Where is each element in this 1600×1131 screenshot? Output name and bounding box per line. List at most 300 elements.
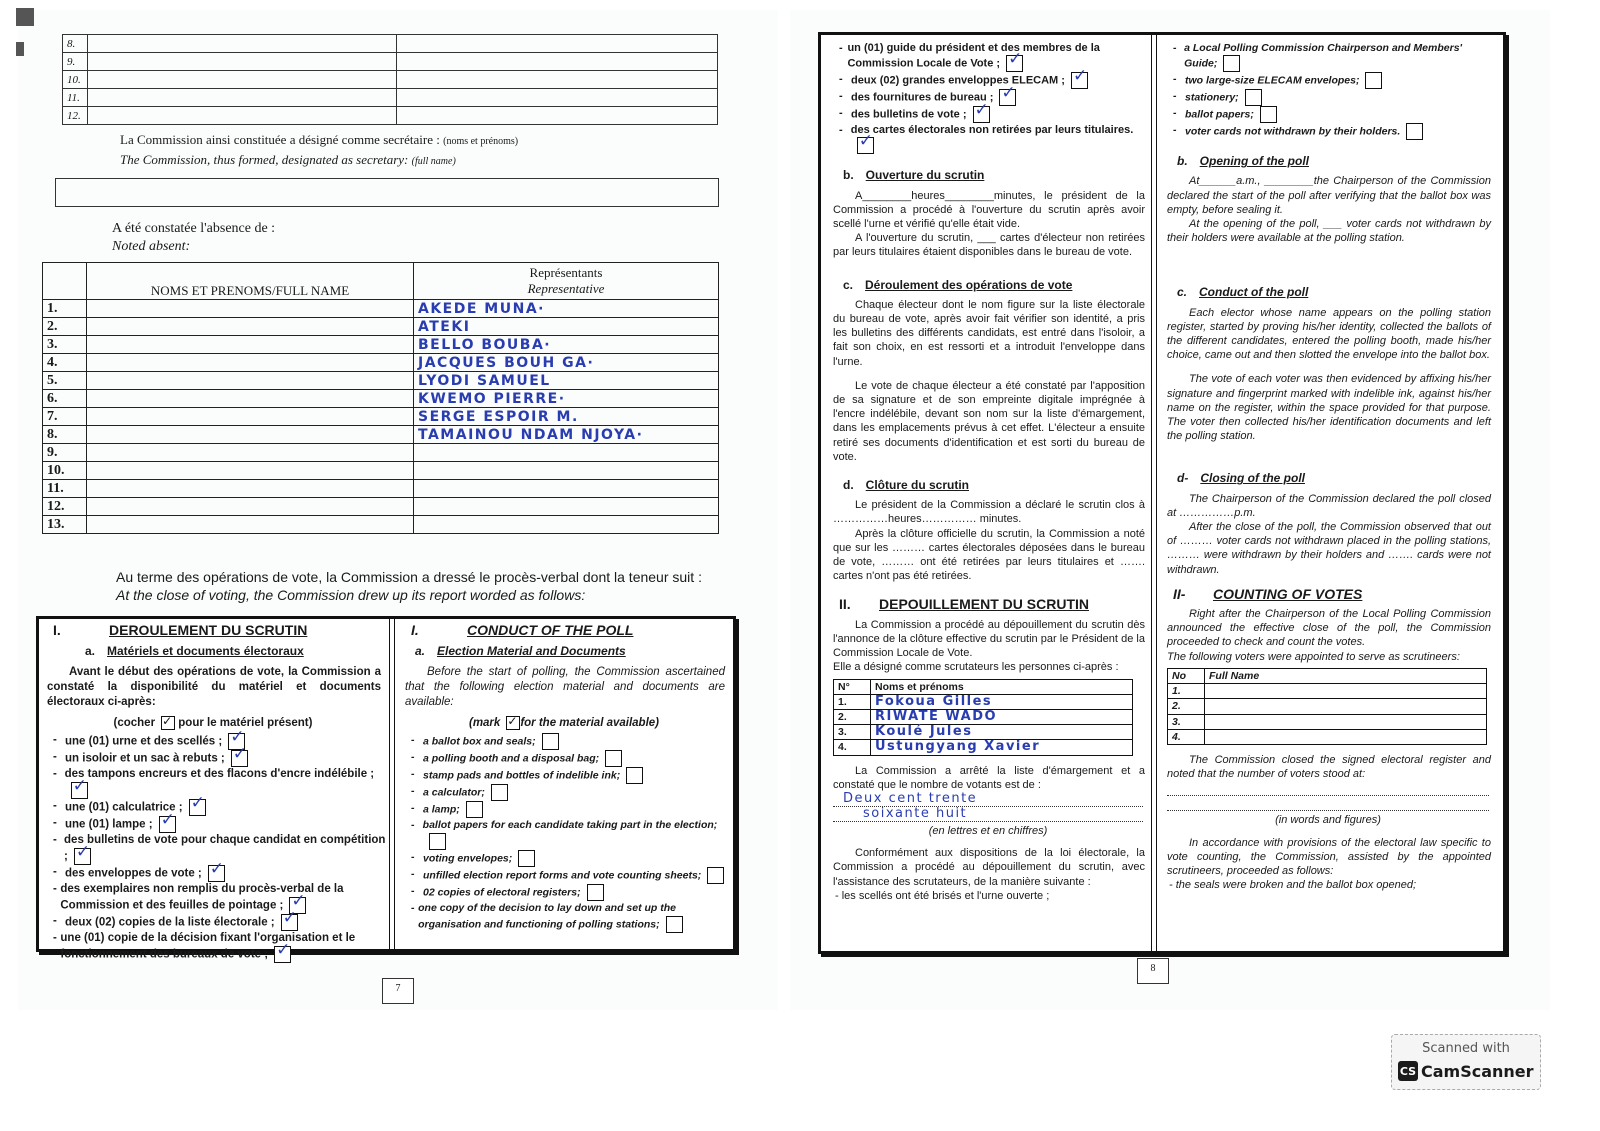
- material-item-content: [65, 767, 387, 799]
- subsection-letter: d.: [843, 478, 854, 493]
- scrutineer-name-cell[interactable]: Fokoua Gilles: [871, 694, 1133, 709]
- material-item-content: [1185, 106, 1277, 123]
- table-row: [63, 35, 718, 53]
- absent-name-cell[interactable]: [87, 516, 414, 534]
- material-item: [1173, 89, 1497, 106]
- table-row: [834, 709, 1133, 724]
- bullet-dash: -: [839, 90, 843, 103]
- table-row: [43, 426, 719, 444]
- row-number: 1.: [834, 694, 871, 709]
- report-intro: [116, 568, 702, 604]
- member-name-cell[interactable]: [88, 89, 397, 107]
- voters-paragraph: The Commission closed the signed electoral register and noted that the number of voters stood at:: [1167, 753, 1491, 781]
- closing-paragraph: Le président de la Commission a déclaré le scrutin clos à ……………heures…………… minutes.: [833, 499, 1145, 526]
- member-role-cell[interactable]: [397, 89, 718, 107]
- col-name: Noms et prénoms: [871, 679, 1133, 694]
- secretary-note-fr: (noms et prénoms): [443, 136, 519, 147]
- material-item: [839, 123, 1151, 154]
- subsection-letter: a.: [85, 644, 96, 658]
- column-divider: [389, 619, 395, 949]
- row-number: 1.: [43, 300, 87, 318]
- member-role-cell[interactable]: [397, 53, 718, 71]
- col-name: Full Name: [1205, 668, 1487, 683]
- table-row: [43, 462, 719, 480]
- bullet-dash: -: [1173, 42, 1177, 54]
- bullet-dash: -: [53, 883, 57, 896]
- representative-cell[interactable]: BELLO BOUBA·: [414, 336, 719, 354]
- member-name-cell[interactable]: [88, 53, 397, 71]
- table-row: [1168, 729, 1487, 744]
- absent-label-fr: A été constatée l'absence de :: [112, 221, 276, 236]
- bullet-dash: -: [53, 932, 57, 945]
- scrutineer-name-cell[interactable]: [1205, 699, 1487, 714]
- voters-note: (en lettres et en chiffres): [928, 824, 1048, 837]
- subsection-letter: c.: [843, 277, 854, 292]
- representative-cell[interactable]: AKEDE MUNA·: [414, 300, 719, 318]
- bullet-dash: -: [411, 885, 415, 898]
- column-divider: [1151, 35, 1157, 951]
- secretary-label-en: The Commission, thus formed, designated as secretary:: [120, 152, 409, 167]
- conduct-paragraph: Le vote de chaque électeur a été constaté par l'apposition de sa signature et de son empreinte digitale imprégnée à l'encre indélébile, devant son nom sur la liste d'émargement, dans les emplacements prévus à cet effet. L'électeur a ensuite retiré ses documents d'identification et est sorti du bureau de vote.: [833, 379, 1145, 463]
- bullet-dash: -: [1173, 124, 1177, 137]
- material-item-content: [423, 867, 724, 884]
- material-item-label: a Local Polling Commission Chairperson and Members' Guide;: [1184, 42, 1463, 70]
- voters-count-figures-field[interactable]: [1167, 796, 1489, 811]
- representative-cell[interactable]: JACQUES BOUH GA·: [414, 354, 719, 372]
- material-item: [53, 750, 387, 767]
- opening-paragraph: At______a.m., ________the Chairperson of the Commission declared the start of the poll after verifying that the ballot box was empty, before sealing it.: [1167, 175, 1491, 216]
- col-full-name: NOMS ET PRENOMS/FULL NAME: [87, 263, 414, 300]
- page-number-right: 8: [1137, 958, 1169, 984]
- material-item: [53, 865, 387, 882]
- row-number: 2.: [834, 709, 871, 724]
- secretary-label-fr: La Commission ainsi constituée a désigné comme secrétaire :: [120, 132, 440, 147]
- voters-note: (in words and figures): [1275, 814, 1381, 827]
- material-item-content: [847, 41, 1151, 72]
- checkbox-icon[interactable]: [1365, 72, 1382, 89]
- material-item: [411, 818, 731, 850]
- material-item-label: des cartes électorales non retirées par leurs titulaires.: [850, 124, 1134, 137]
- scrutineers-table-fr: [833, 679, 1133, 756]
- row-number: 4.: [834, 740, 871, 755]
- section-number: II-: [1173, 585, 1186, 602]
- member-name-cell[interactable]: [88, 71, 397, 89]
- scrutineer-name-cell[interactable]: RIWATE WADO: [871, 709, 1133, 724]
- subsection-title: Ouverture du scrutin: [865, 168, 985, 183]
- subsection-title: Conduct of the poll: [1199, 285, 1309, 300]
- checkbox-icon[interactable]: [857, 137, 874, 154]
- row-number: 3.: [1168, 714, 1205, 729]
- instruction-text: (mark: [468, 717, 501, 730]
- material-item-content: [65, 750, 248, 767]
- material-item-label: a polling booth and a disposal bag;: [423, 752, 600, 765]
- counting-paragraph: La Commission a procédé au dépouillement du scrutin dès l'annonce de la clôture effective du scrutin par le Président de la Commission Locale de Vote.: [833, 618, 1145, 660]
- right-col-fr: [825, 35, 1151, 951]
- bullet-dash: -: [53, 800, 57, 813]
- representative-cell[interactable]: [414, 462, 719, 480]
- checkbox-icon[interactable]: [973, 106, 990, 123]
- checkbox-icon[interactable]: [208, 865, 225, 882]
- material-item: [839, 41, 1151, 72]
- subsection-title: Election Material and Documents: [437, 644, 626, 658]
- scrutineer-name-cell[interactable]: Ustungyang Xavier: [871, 740, 1133, 755]
- material-item-content: [1185, 123, 1423, 140]
- table-row: [43, 372, 719, 390]
- material-item: [839, 72, 1151, 89]
- representative-cell[interactable]: [414, 516, 719, 534]
- material-item-content: [1184, 41, 1497, 72]
- row-number: 8.: [43, 426, 87, 444]
- table-row: [43, 408, 719, 426]
- subsection-title: Opening of the poll: [1199, 154, 1309, 169]
- material-item: [53, 799, 387, 816]
- commission-members-table: [62, 34, 718, 125]
- absent-name-cell[interactable]: [87, 390, 414, 408]
- scan-edge-shadow: [16, 42, 24, 56]
- section-title: CONDUCT OF THE POLL: [467, 622, 634, 638]
- absent-label: [112, 220, 275, 256]
- absent-name-cell[interactable]: [87, 318, 414, 336]
- section-en: [397, 619, 731, 949]
- material-item-label: une (01) lampe ;: [65, 818, 153, 831]
- checkbox-icon[interactable]: [1223, 55, 1240, 72]
- material-item: [53, 882, 387, 914]
- section-title: DEROULEMENT DU SCRUTIN: [109, 622, 308, 638]
- material-item-content: [423, 801, 483, 818]
- material-item-label: des fournitures de bureau ;: [851, 91, 994, 104]
- material-item: [53, 767, 387, 799]
- material-item: [1173, 106, 1497, 123]
- bullet-dash: -: [53, 866, 57, 879]
- material-list-fr: [39, 733, 387, 963]
- bullet-dash: -: [53, 817, 57, 830]
- absent-name-cell[interactable]: [87, 480, 414, 498]
- counting-paragraph: The following voters were appointed to serve as scrutineers:: [1167, 650, 1460, 663]
- checkbox-icon[interactable]: [626, 767, 643, 784]
- member-role-cell[interactable]: [397, 35, 718, 53]
- row-number: 6.: [43, 390, 87, 408]
- count-method-paragraph: In accordance with provisions of the electoral law specific to vote counting, the Commission, assisted by the appointed scrutineers, proceeded as follows:: [1167, 836, 1491, 877]
- conduct-paragraph: Chaque électeur dont le nom figure sur la liste électorale du bureau de vote, après avoir fait vérifier son identité, a pris les bulletins des différents candidats, est entré dans l'isoloir, a fait son choix, en est ressorti et a introduit l'enveloppe dans l'urne.: [833, 298, 1145, 368]
- table-row: [63, 71, 718, 89]
- bullet-dash: -: [411, 802, 415, 815]
- row-number: 1.: [1168, 684, 1205, 699]
- bullet-dash: -: [411, 868, 415, 881]
- checkbox-icon[interactable]: [491, 784, 508, 801]
- absent-name-cell[interactable]: [87, 336, 414, 354]
- checkbox-icon[interactable]: [1406, 123, 1423, 140]
- checkbox-icon[interactable]: [189, 799, 206, 816]
- row-number: 9.: [63, 53, 88, 71]
- voters-count-words[interactable]: Deux cent trente: [833, 792, 1143, 807]
- absent-name-cell[interactable]: [87, 354, 414, 372]
- camscanner-logo-icon: CS: [1398, 1061, 1418, 1081]
- representative-cell[interactable]: LYODI SAMUEL: [414, 372, 719, 390]
- count-method-paragraph: Conformément aux dispositions de la loi électorale, la Commission a procédé au dépouillement du scrutin, avec l'assistance des scrutateurs, de la manière suivante :: [833, 847, 1145, 888]
- row-number: 4.: [43, 354, 87, 372]
- bullet-dash: -: [1173, 73, 1177, 86]
- row-number: 2.: [43, 318, 87, 336]
- checkbox-icon[interactable]: [1006, 55, 1023, 72]
- closing-paragraph: Après la clôture officielle du scrutin, la Commission a noté que sur les ……… cartes électorales déposées dans le bureau de vote, ……… ont été retirées par leurs titulaires et ……. cartes n'ont pas été retirées.: [833, 527, 1145, 583]
- member-role-cell[interactable]: [397, 107, 718, 125]
- right-col-en: [1159, 35, 1497, 951]
- material-item: [411, 850, 731, 867]
- secretary-label: [120, 131, 518, 171]
- material-item-label: a lamp;: [423, 803, 460, 816]
- checkbox-icon[interactable]: [74, 848, 91, 865]
- row-number: 10.: [63, 71, 88, 89]
- material-item-content: [60, 931, 387, 963]
- section-title: DEPOUILLEMENT DU SCRUTIN: [879, 596, 1089, 613]
- checkbox-icon[interactable]: [71, 782, 88, 799]
- material-item-label: voter cards not withdrawn by their holders.: [1185, 125, 1401, 138]
- material-list-en-cont: [1159, 41, 1497, 140]
- material-item-content: [418, 901, 731, 933]
- count-method-item: - les scellés ont été brisés et l'urne ouverte ;: [835, 889, 1050, 902]
- row-number: 11.: [43, 480, 87, 498]
- bullet-dash: -: [839, 107, 843, 120]
- material-item-label: ballot papers for each candidate taking part in the election;: [422, 819, 718, 832]
- material-item-label: a calculator;: [423, 786, 485, 799]
- sample-checkbox-icon: [506, 716, 520, 730]
- row-number: 2.: [1168, 699, 1205, 714]
- bullet-dash: -: [411, 851, 415, 864]
- instruction-text: (cocher: [113, 717, 156, 730]
- col-number: [43, 263, 87, 300]
- checkbox-icon[interactable]: [999, 89, 1016, 106]
- material-list-fr-cont: [825, 41, 1151, 154]
- representative-cell[interactable]: [414, 498, 719, 516]
- material-item-content: [423, 818, 731, 850]
- table-row: [43, 300, 719, 318]
- section-title: COUNTING OF VOTES: [1213, 585, 1363, 602]
- voters-count-words-field[interactable]: [1167, 781, 1489, 796]
- material-item-label: des tampons encreurs et des flacons d'encre indélébile ;: [64, 768, 375, 781]
- section-conduct-of-poll-frame: [36, 616, 736, 961]
- material-item: [411, 884, 731, 901]
- absent-name-cell[interactable]: [87, 408, 414, 426]
- representative-cell[interactable]: TAMAINOU NDAM NJOYA·: [414, 426, 719, 444]
- checkbox-icon[interactable]: [605, 750, 622, 767]
- subsection-title: Déroulement des opérations de vote: [865, 277, 1073, 292]
- absent-name-cell[interactable]: [87, 498, 414, 516]
- material-item-content: [851, 89, 1016, 106]
- row-number: 7.: [43, 408, 87, 426]
- scrutineer-name-cell[interactable]: [1205, 729, 1487, 744]
- table-row: [1168, 714, 1487, 729]
- material-item: [1173, 72, 1497, 89]
- material-item: [53, 931, 387, 963]
- checkbox-icon[interactable]: [707, 867, 724, 884]
- table-row: [43, 516, 719, 534]
- table-row: [834, 725, 1133, 740]
- check-instruction: [39, 716, 387, 731]
- scrutineer-name-cell[interactable]: [1205, 714, 1487, 729]
- bullet-dash: -: [411, 751, 415, 764]
- checkbox-icon[interactable]: [274, 946, 291, 963]
- material-item-content: [1185, 72, 1382, 89]
- material-item-content: [1185, 89, 1262, 106]
- subsection-letter: d-: [1177, 471, 1189, 486]
- material-item-content: [65, 816, 176, 833]
- checkbox-icon[interactable]: [159, 816, 176, 833]
- col-representative: [414, 263, 719, 300]
- table-row: [43, 390, 719, 408]
- section-number: II.: [839, 596, 851, 613]
- material-item: [411, 801, 731, 818]
- row-number: 12.: [63, 107, 88, 125]
- subsection-title: Matériels et documents électoraux: [107, 644, 304, 658]
- material-item-content: [423, 750, 622, 767]
- material-item-label: unfilled election report forms and vote counting sheets;: [423, 869, 702, 882]
- instruction-text: for the material available): [520, 717, 660, 730]
- bullet-dash: -: [53, 734, 57, 747]
- material-item-content: [423, 884, 604, 901]
- checkbox-icon[interactable]: [542, 733, 559, 750]
- checkbox-icon[interactable]: [429, 833, 446, 850]
- row-number: 3.: [43, 336, 87, 354]
- row-number: 9.: [43, 444, 87, 462]
- material-item-label: one copy of the decision to lay down and set up the organisation and functioning of polling stations;: [418, 902, 676, 931]
- bullet-dash: -: [53, 751, 57, 764]
- table-row: [834, 694, 1133, 709]
- material-item-label: stamp pads and bottles of indelible ink;: [423, 769, 621, 782]
- watermark-brand: CamScanner: [1421, 1061, 1534, 1081]
- table-row: [43, 354, 719, 372]
- material-item-label: deux (02) copies de la liste électorale ;: [65, 916, 275, 929]
- material-item-label: 02 copies of electoral registers;: [423, 886, 581, 899]
- material-item-label: des exemplaires non remplis du procès-verbal de la Commission et des feuilles de pointage ;: [60, 883, 344, 912]
- check-instruction: [397, 716, 731, 731]
- material-item-content: [64, 833, 387, 865]
- absent-name-cell[interactable]: [87, 426, 414, 444]
- row-number: 5.: [43, 372, 87, 390]
- opening-paragraph: A l'ouverture du scrutin, ___ cartes d'électeur non retirées par leurs titulaires étaient disponibles dans le bureau de vote.: [833, 232, 1145, 259]
- counting-paragraph: Elle a désigné comme scrutateurs les personnes ci-après :: [833, 661, 1119, 674]
- representative-cell[interactable]: [414, 444, 719, 462]
- material-item-content: [423, 850, 535, 867]
- table-row: [1168, 684, 1487, 699]
- subsection-title: Closing of the poll: [1200, 471, 1305, 486]
- closing-paragraph: After the close of the poll, the Commission observed that out of ……… voter cards not withdrawn placed in the polling stations, ……… were withdrawn by their holders and ……. cards were not withdrawn.: [1167, 521, 1491, 576]
- scrutineer-name-cell[interactable]: Koulé Jules: [871, 725, 1133, 740]
- checkbox-icon[interactable]: [281, 914, 298, 931]
- representative-cell[interactable]: ATEKI: [414, 318, 719, 336]
- bullet-dash: -: [53, 834, 57, 847]
- right-page-frame: [818, 32, 1506, 954]
- row-number: 3.: [834, 725, 871, 740]
- material-item: [53, 733, 387, 750]
- table-row: [43, 318, 719, 336]
- material-item-label: a ballot box and seals;: [423, 735, 536, 748]
- member-name-cell[interactable]: [88, 35, 397, 53]
- absent-label-en: Noted absent:: [112, 239, 191, 254]
- material-item-content: [65, 799, 206, 816]
- col-representative-fr: Représentants: [529, 265, 603, 280]
- subsection-letter: a.: [415, 644, 426, 658]
- checkbox-icon[interactable]: [1245, 89, 1262, 106]
- material-item-label: stationery;: [1185, 91, 1239, 104]
- bullet-dash: -: [839, 124, 843, 137]
- conduct-paragraph: Each elector whose name appears on the polling station register, started by proving his/her identity, collected the ballots of the different candidates, entered the polling booth, made his/her choice, came out and then slotted the envelope into the ballot box.: [1167, 306, 1491, 362]
- scrutineer-name-cell[interactable]: [1205, 684, 1487, 699]
- checkbox-icon[interactable]: [518, 850, 535, 867]
- representative-cell[interactable]: [414, 480, 719, 498]
- absent-name-cell[interactable]: [87, 444, 414, 462]
- representative-cell[interactable]: SERGE ESPOIR M.: [414, 408, 719, 426]
- bullet-dash: -: [411, 819, 415, 832]
- material-item-label: une (01) copie de la décision fixant l'organisation et le fonctionnement des bureaux de vote ;: [60, 932, 356, 961]
- material-item: [53, 914, 387, 931]
- material-item-label: un (01) guide du président et des membres de la Commission Locale de Vote ;: [847, 42, 1100, 70]
- material-item-label: ballot papers;: [1185, 108, 1254, 121]
- opening-paragraph: A________heures________minutes, le président de la Commission a procédé à l'ouverture du scrutin après avoir scellé l'urne et vérifié qu'elle était vide.: [833, 189, 1145, 231]
- material-item: [411, 784, 731, 801]
- watermark-text: Scanned with: [1422, 1041, 1510, 1056]
- checkbox-icon[interactable]: [1071, 72, 1088, 89]
- section-paragraph: Before the start of polling, the Commission ascertained that the following election material and documents are available:: [405, 666, 725, 708]
- material-item-content: [423, 784, 508, 801]
- voters-count-figures[interactable]: soixante huit: [833, 807, 1143, 822]
- checkbox-icon[interactable]: [231, 750, 248, 767]
- checkbox-icon[interactable]: [587, 884, 604, 901]
- col-number: N°: [834, 679, 871, 694]
- checkbox-icon[interactable]: [666, 916, 683, 933]
- secretary-note-en: (full name): [411, 156, 456, 167]
- material-item: [1173, 123, 1497, 140]
- material-item-content: [65, 865, 225, 882]
- subsection-letter: b.: [843, 168, 854, 183]
- closing-paragraph: The Chairperson of the Commission declared the poll closed at ……………p.m.: [1167, 492, 1491, 519]
- bullet-dash: -: [411, 734, 415, 747]
- secretary-name-field[interactable]: [55, 178, 719, 207]
- material-item-content: [423, 733, 559, 750]
- absent-name-cell[interactable]: [87, 462, 414, 480]
- material-item-label: une (01) urne et des scellés ;: [65, 735, 223, 748]
- section-number: I.: [411, 622, 419, 638]
- bullet-dash: -: [839, 73, 843, 86]
- material-item-content: [60, 882, 387, 914]
- conduct-paragraph: The vote of each voter was then evidenced by affixing his/her signature and fingerprint marked with indelible ink, against his/her name on the register, within the space provided for that purpose. The voter then collected his/her identification documents and left the polling station.: [1167, 373, 1491, 443]
- absent-name-cell[interactable]: [87, 372, 414, 390]
- member-name-cell[interactable]: [88, 107, 397, 125]
- checkbox-icon[interactable]: [466, 801, 483, 818]
- checkbox-icon[interactable]: [1260, 106, 1277, 123]
- section-number: I.: [53, 622, 61, 638]
- member-role-cell[interactable]: [397, 71, 718, 89]
- material-item: [411, 867, 731, 884]
- material-item-label: des enveloppes de vote ;: [65, 867, 202, 880]
- bullet-dash: -: [1173, 90, 1177, 103]
- camscanner-watermark: [1391, 1034, 1541, 1090]
- row-number: 4.: [1168, 729, 1205, 744]
- table-row: [63, 89, 718, 107]
- row-number: 8.: [63, 35, 88, 53]
- material-item: [839, 106, 1151, 123]
- table-row: [43, 444, 719, 462]
- material-item-label: une (01) calculatrice ;: [65, 801, 183, 814]
- representative-cell[interactable]: KWEMO PIERRE·: [414, 390, 719, 408]
- absent-name-cell[interactable]: [87, 300, 414, 318]
- material-item-label: voting envelopes;: [423, 852, 513, 865]
- report-intro-fr: Au terme des opérations de vote, la Commission a dressé le procès-verbal dont la teneur suit :: [116, 569, 702, 585]
- bullet-dash: -: [1173, 107, 1177, 120]
- material-item-content: [851, 106, 990, 123]
- bullet-dash: -: [53, 768, 57, 781]
- subsection-title: Clôture du scrutin: [865, 478, 970, 493]
- material-item-label: deux (02) grandes enveloppes ELECAM ;: [851, 74, 1065, 87]
